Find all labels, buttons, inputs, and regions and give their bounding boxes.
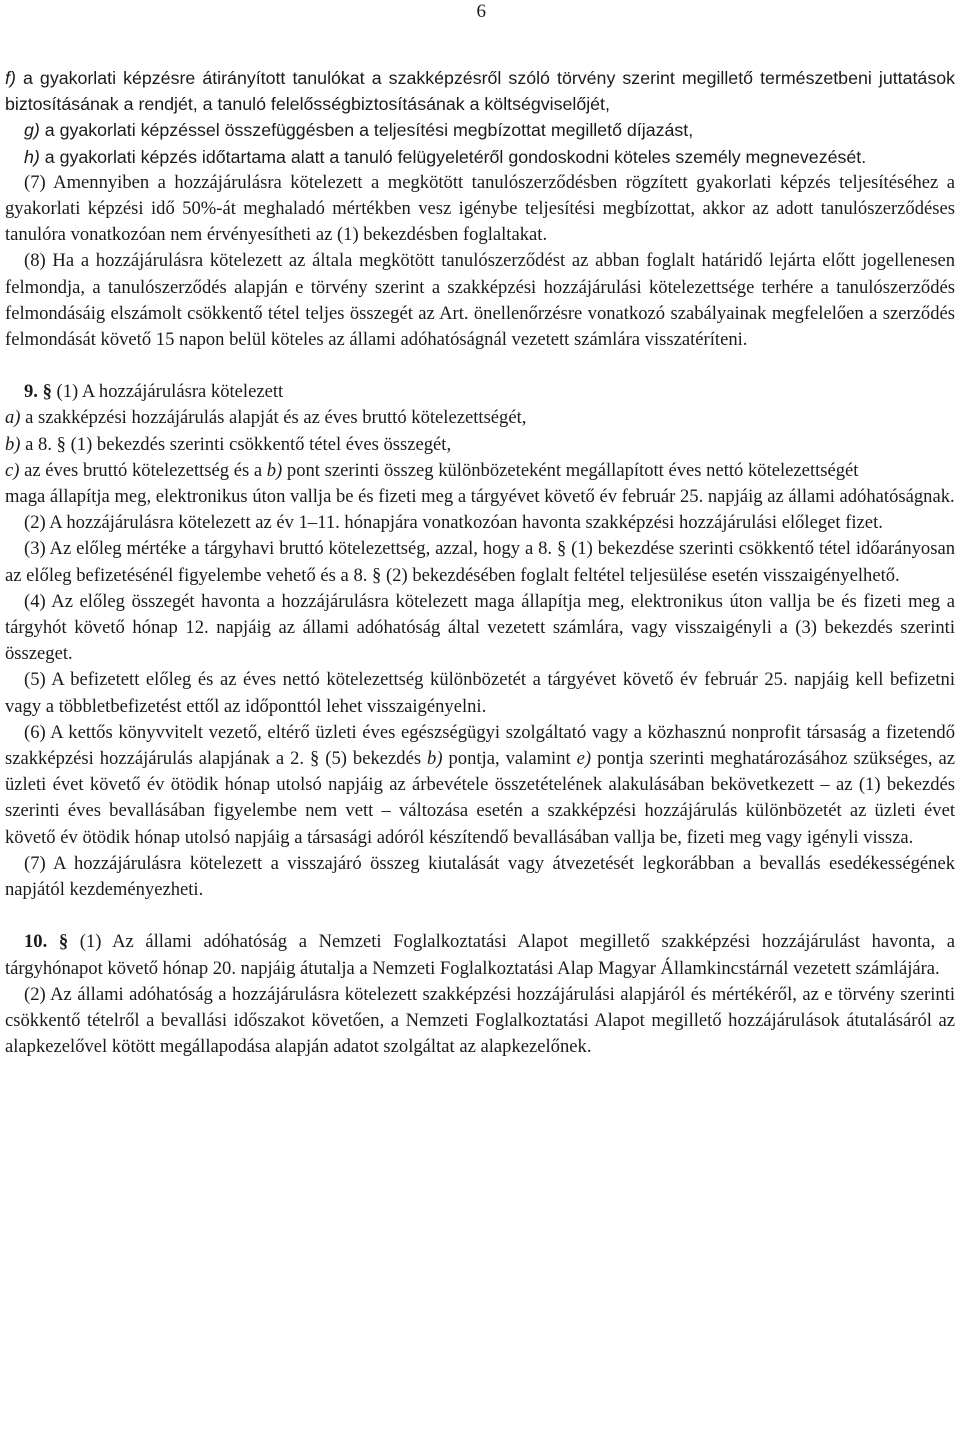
section-10-2: (2) Az állami adóhatóság a hozzájárulásra kötelezett szakképzési hozzájárulási alapjáról és mértékéről, az e törvény szerinti csökkentő tételről a bevallási időszakot követően, a Nemzeti Foglalkoztatási Alapot megillető hozzájárulások átutalásáról az alapkezelővel kötött megállapodása alapján adatot szolgáltat az alapkezelőnek. [5,983,955,1058]
paragraph-f [5,65,955,117]
item-a-text: a szakképzési hozzájárulás alapját és az éves bruttó kötelezettségét, [20,407,527,429]
paragraph-8-7: (7) Amennyiben a hozzájárulásra kötelezett a megkötött tanulószerződésben rögzített gyakorlati képzés teljesítéséhez a gyakorlati képzési idő 50%-át meghaladó mértékben vesz igénybe teljesítési megbízottat, akkor az adott tanulószerződéses tanulóra vonatkozóan nem érvényesítheti az (1) bekezdésben foglaltakat. [5,171,955,246]
section-9-6-ref-b: b) [427,748,443,770]
item-label-g: g) [24,120,40,141]
spacer [5,353,955,379]
section-9-tail: maga állapítja meg, elektronikus úton vallja be és fizeti meg a tárgyévet követő év február 25. napjáig az állami adóhatóságnak. [5,486,955,508]
section-10-sign: § [47,931,69,953]
paragraph-h-text: a gyakorlati képzés időtartama alatt a tanuló felügyeletéről gondoskodni köteles személy megnevezését. [39,146,867,167]
item-label-h: h) [24,146,40,167]
paragraph-g-text: a gyakorlati képzéssel összefüggésben a teljesítési megbízottat megillető díjazást, [39,120,694,141]
section-9-6-text-2: pontja, valamint [442,748,577,770]
section-9-4: (4) Az előleg összegét havonta a hozzájárulásra kötelezett maga állapítja meg, elektronikus úton vallja be és fizeti meg a tárgyhót követő hónap 12. napjáig az állami adóhatóság által vezetett számlára, vagy visszaigényli a (3) bekezdés szerinti összeget. [5,590,955,665]
section-9-5: (5) A befizetett előleg és az éves nettó kötelezettség különbözetét a tárgyévet követő év február 25. napjáig kell befizetni vagy a többletbefizetést ettől az időponttól lehet visszaigényelni. [5,669,955,717]
item-c-ref: b) [266,459,283,481]
section-10-1-text: (1) Az állami adóhatóság a Nemzeti Foglalkoztatási Alapot megillető szakképzési hozzájárulást havonta, a tárgyhónapot követő hónap 20. napjáig átutalja a Nemzeti Foglalkoztatási Alap Magyar Államkincstárnál vezetett számlájára. [5,931,955,979]
document-body [5,65,955,1060]
paragraph-h [5,144,955,170]
item-c-text-2: pont szerinti összeg különbözeteként megállapított éves nettó kötelezettségét [282,459,859,481]
item-b-text: a 8. § (1) bekezdés szerinti csökkentő tétel éves összegét, [20,433,452,455]
paragraph-8-8: (8) Ha a hozzájárulásra kötelezett az általa megkötött tanulószerződést az abban foglalt határidő lejárta előtt jogellenesen felmondja, a tanulószerződés alapján e törvény szerint a szakképzési hozzájárulási kötelezettsége terhére a tanulószerződés felmondásáig elszámolt csökkentő tétel teljes összegét az Art. önellenőrzésre vonatkozó szabályainak megfelelően a szerződés felmondását követő 15 napon belül köteles az állami adóhatóságnál vezetett számlára visszatéríteni. [5,250,955,351]
section-9-7: (7) A hozzájárulásra kötelezett a visszajáró összeg kiutalását vagy átvezetését legkorábban a bevallás esedékességének napjától kezdeményezheti. [5,852,955,901]
item-c-text-1: az éves bruttó kötelezettség és a [19,459,267,481]
section-9-2: (2) A hozzájárulásra kötelezett az év 1–11. hónapjára vonatkozóan havonta szakképzési hozzájárulási előleget fizet. [24,512,883,534]
item-label-b: b) [5,433,21,455]
page-number: 6 [476,1,486,22]
section-9-item-b [5,432,955,458]
item-label-f: f) [5,68,16,88]
section-9-6-ref-e: e) [576,748,592,770]
section-9-6 [5,720,955,851]
section-9-3: (3) Az előleg mértéke a tárgyhavi bruttó kötelezettség, azzal, hogy a 8. § (1) bekezdése szerinti csökkentő tétel időarányosan az előleg befizetésénél figyelembe vehető és a 8. § (2) bekezdésében foglalt feltétel teljesülése esetén visszaigényelhető. [5,538,955,586]
item-label-c: c) [5,459,20,481]
paragraph-f-text: a gyakorlati képzésre átirányított tanulókat a szakképzésről szóló törvény szerint megillető természetbeni juttatások biztosításának a rendjét, a tanuló felelősségbiztosításának a költségviselőjét, [5,68,955,115]
item-label-a: a) [5,407,21,429]
section-9-item-c [5,458,955,484]
section-9-6-text-3: pontja szerinti meghatározásához szükséges, az üzleti évet követő év ötödik hónap utolsó napjáig az árbevétele összetételének alakulásában bekövetkezett – az (1) bekezdés szerinti éves bevallásában figyelembe nem vett – változása esetén a szakképzési hozzájárulás különbözetét az üzleti évet követő év ötödik hónap utolsó napjáig a társasági adóról készítendő bevallásában vallja be, fizeti meg vagy igényli vissza. [5,748,955,848]
spacer [5,903,955,929]
section-9-sign: § [37,381,52,403]
section-9-6-text-1: (6) A kettős könyvvitelt vezető, eltérő üzleti éves egészségügyi szolgáltató vagy a közhasznú nonprofit társaság a fizetendő szakképzési hozzájárulás alapjának a 2. § (5) bekezdés [5,721,955,770]
section-9-number: 9. [24,381,38,403]
section-10-1 [5,929,955,981]
paragraph-g [5,117,955,143]
section-9-1 [5,379,955,405]
section-9-item-a [5,405,955,431]
section-9-1-text: (1) A hozzájárulásra kötelezett [51,381,284,403]
section-10-number: 10. [24,931,48,953]
